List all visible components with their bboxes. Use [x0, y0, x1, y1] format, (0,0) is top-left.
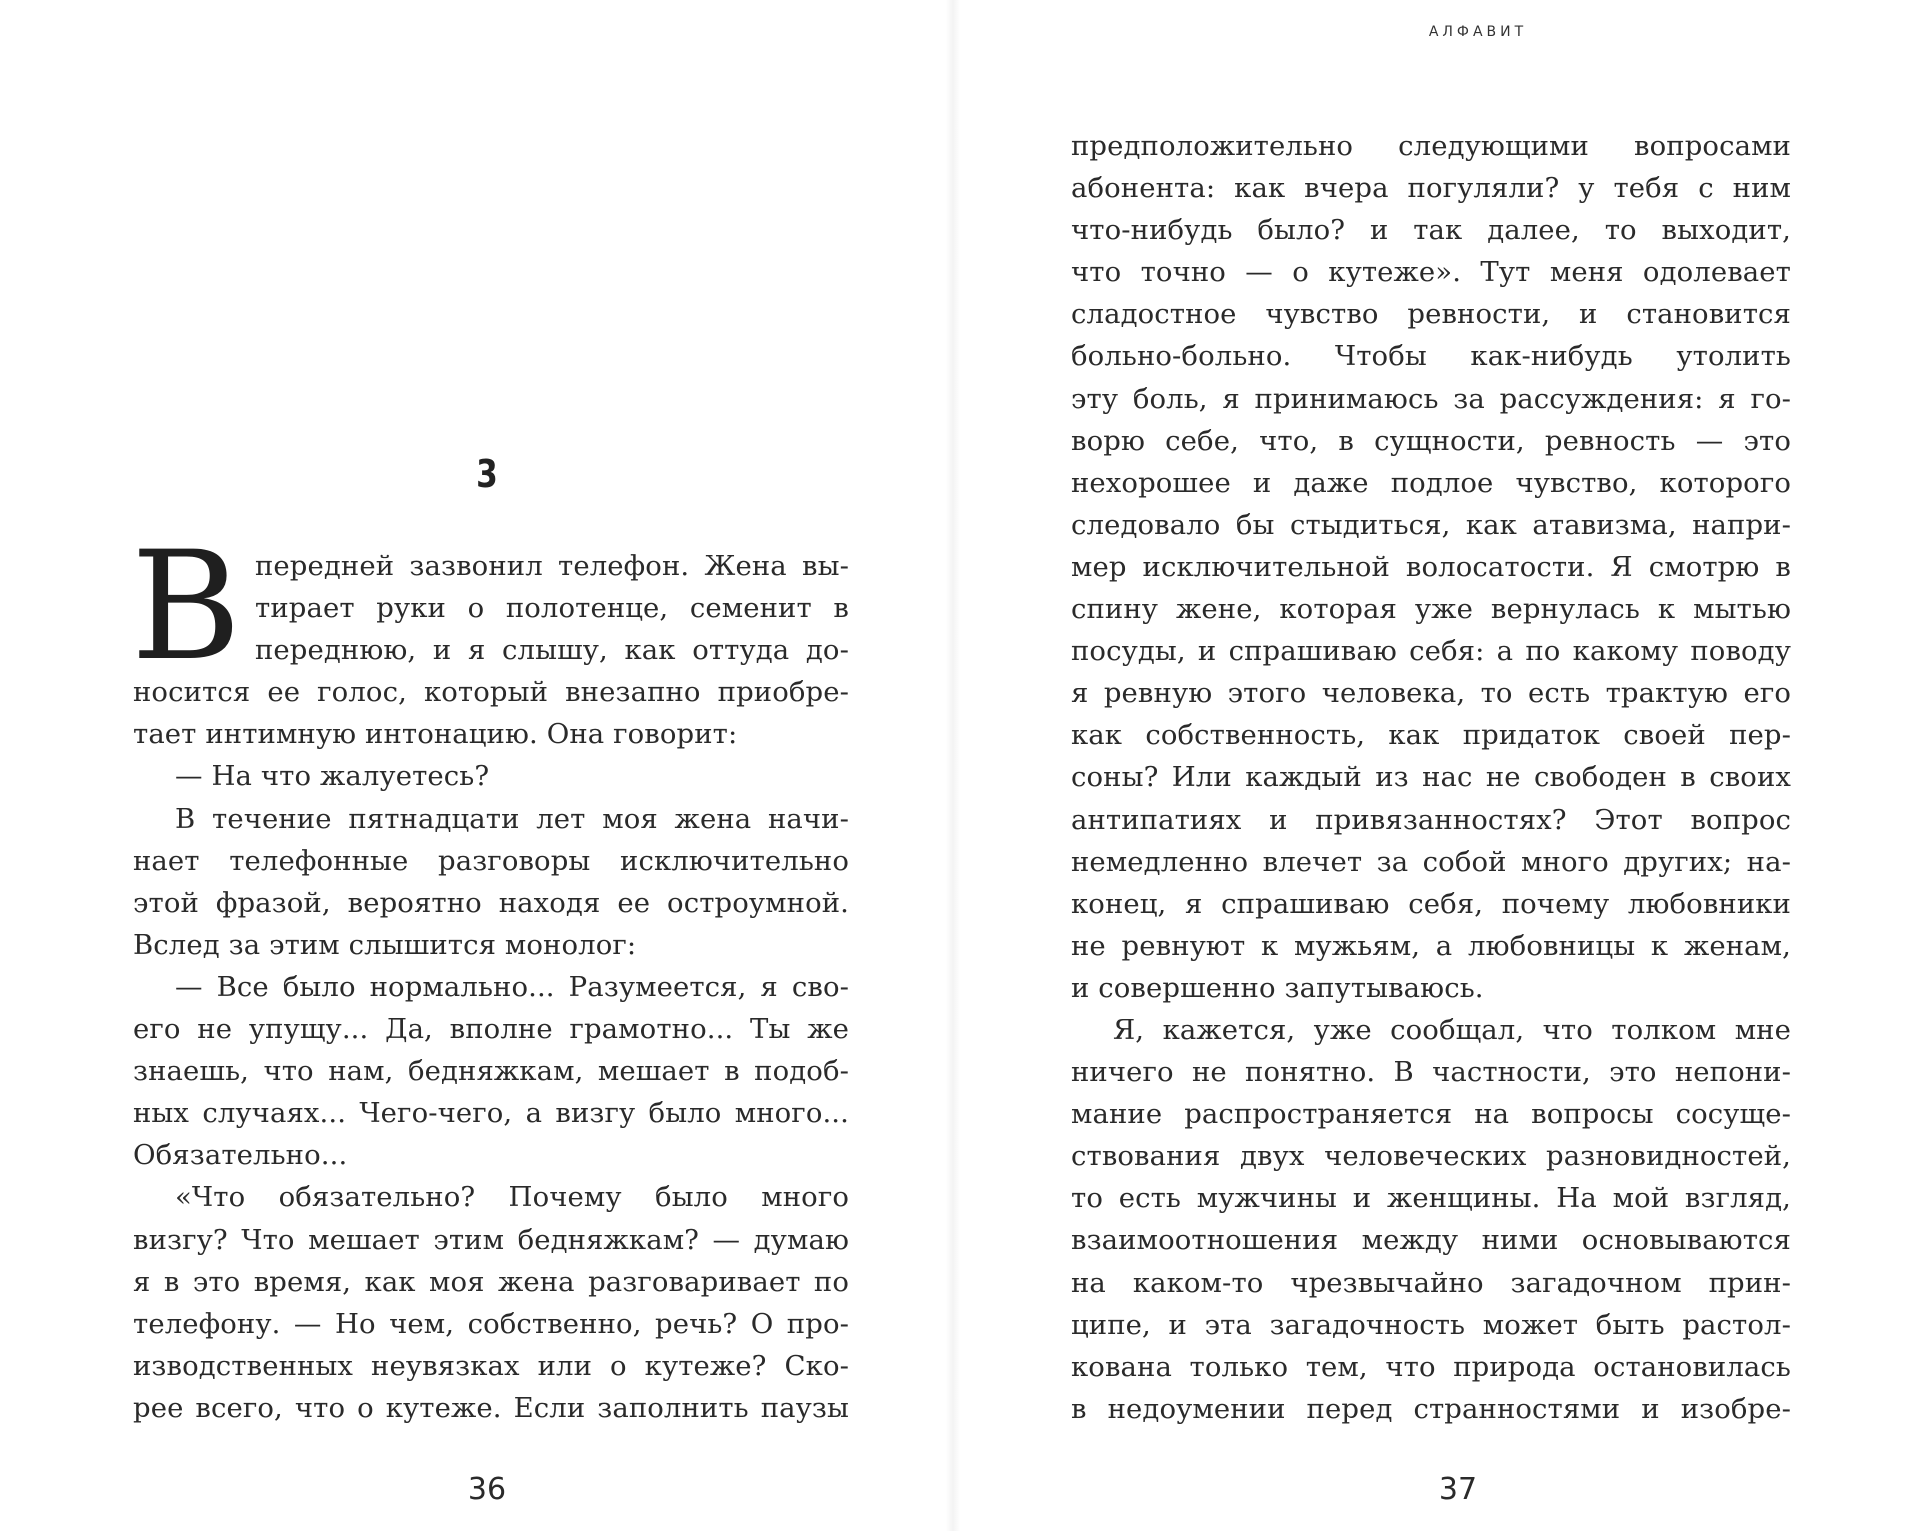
chapter-number: 3 [476, 452, 498, 496]
text-line: я в это время, как моя жена разговаривает по [133, 1265, 849, 1298]
text-line: ципе, и эта загадочность может быть растол- [1071, 1308, 1791, 1341]
left-page [0, 0, 953, 1531]
text-line: немедленно влечет за собой много других; на- [1071, 845, 1791, 878]
text-line: переднюю, и я слышу, как оттуда до- [255, 634, 849, 667]
text-line: эту боль, я принимаюсь за рассуждения: я го- [1071, 382, 1791, 415]
text-line: больно-больно. Чтобы как-нибудь утолить [1071, 340, 1791, 373]
text-line: сладостное чувство ревности, и становится [1071, 298, 1791, 331]
text-line: его не упущу... Да, вполне грамотно... Ты же [133, 1013, 849, 1046]
text-line: я ревную этого человека, то есть трактую его [1071, 677, 1791, 710]
text-line: нает телефонные разговоры исключительно [133, 844, 849, 877]
text-line: и совершенно запутываюсь. [1071, 971, 1484, 1004]
text-line: телефону. — Но чем, собственно, речь? О про- [133, 1307, 849, 1340]
text-line: что-нибудь было? и так далее, то выходит, [1071, 214, 1791, 247]
text-line: «Что обязательно? Почему было много [175, 1181, 849, 1214]
left-page-text [131, 520, 849, 1429]
text-line: на каком-то чрезвычайно загадочном прин- [1071, 1266, 1791, 1299]
text-line: этой фразой, вероятно находя ее остроумной. [133, 886, 849, 919]
text-line: конец, я спрашиваю себя, почему любовники [1071, 887, 1791, 920]
text-line: антипатиях и привязанностях? Этот вопрос [1071, 803, 1791, 836]
text-line: не ревнуют к мужьям, а любовницы к женам, [1071, 929, 1791, 962]
text-line: В течение пятнадцати лет моя жена начи- [175, 802, 849, 835]
text-line: абонента: как вчера погуляли? у тебя с ним [1071, 172, 1791, 205]
text-line: то есть мужчины и женщины. На мой взгляд, [1071, 1182, 1791, 1215]
text-line: Обязательно... [133, 1139, 348, 1172]
text-line: что точно — о кутеже». Тут меня одолевает [1071, 256, 1791, 289]
text-line: ствования двух человеческих разновидностей, [1071, 1140, 1791, 1173]
text-line: нехорошее и даже подлое чувство, которого [1071, 466, 1791, 499]
running-head: АЛФАВИТ [1428, 24, 1528, 40]
text-line: изводственных неувязках или о кутеже? Ско- [133, 1349, 849, 1382]
text-line: спину жене, которая уже вернулась к мытью [1071, 593, 1791, 626]
text-line: носится ее голос, который внезапно приобре- [133, 676, 849, 709]
text-line: Я, кажется, уже сообщал, что толком мне [1113, 1013, 1791, 1046]
text-line: мание распространяется на вопросы сосуще- [1071, 1098, 1791, 1131]
text-line: предположительно следующими вопросами [1071, 130, 1791, 162]
text-line: как собственность, как придаток своей пер- [1071, 719, 1791, 752]
text-line: тирает руки о полотенце, семенит в [255, 592, 849, 625]
text-line: в недоумении перед странностями и изобре- [1071, 1392, 1791, 1425]
text-line: рее всего, что о кутеже. Если заполнить паузы [133, 1391, 849, 1424]
text-line: мер исключительной волосатости. Я смотрю в [1071, 550, 1791, 583]
right-page-text [1071, 125, 1791, 1430]
text-line: кована только тем, что природа остановилась [1071, 1350, 1791, 1383]
text-line: взаимоотношения между ними основываются [1071, 1224, 1791, 1257]
text-line: — Все было нормально... Разумеется, я сво- [175, 970, 849, 1003]
text-line: следовало бы стыдиться, как атавизма, напри- [1071, 508, 1791, 541]
text-line: ворю себе, что, в сущности, ревность — это [1071, 424, 1791, 457]
text-line: Вслед за этим слышится монолог: [133, 928, 637, 961]
text-line: передней зазвонил телефон. Жена вы- [255, 550, 849, 582]
drop-cap: В [131, 520, 242, 694]
text-line: соны? Или каждый из нас не свободен в своих [1071, 761, 1791, 794]
text-line: — На что жалуетесь? [175, 760, 490, 793]
text-line: визгу? Что мешает этим бедняжкам? — думаю [133, 1223, 849, 1256]
text-line: тает интимную интонацию. Она говорит: [133, 718, 738, 751]
right-page [953, 0, 1907, 1531]
page-number-left: 36 [467, 1472, 507, 1507]
text-line: знаешь, что нам, бедняжкам, мешает в подоб- [133, 1055, 849, 1088]
text-line: ничего не понятно. В частности, это непони- [1071, 1056, 1791, 1089]
page-number-right: 37 [1438, 1472, 1478, 1507]
text-line: посуды, и спрашиваю себя: а по какому поводу [1071, 635, 1791, 668]
text-line: ных случаях... Чего-чего, а визгу было много... [133, 1097, 849, 1130]
